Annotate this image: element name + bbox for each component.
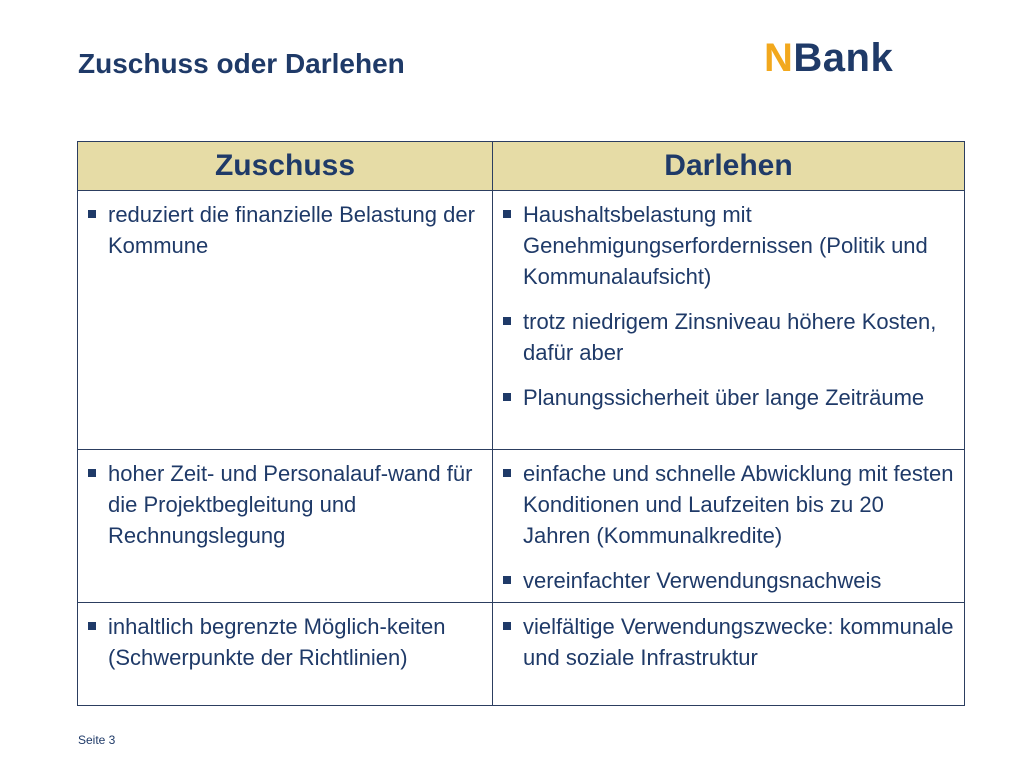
logo-bank: Bank: [793, 36, 894, 80]
list-item: [503, 382, 954, 413]
bullet-icon: [503, 210, 511, 218]
bullet-icon: [503, 317, 511, 325]
list-item: [88, 458, 482, 551]
comparison-table: [77, 141, 965, 706]
zuschuss-cell: [78, 450, 493, 603]
header-zuschuss: Zuschuss: [78, 142, 493, 191]
bullet-icon: [503, 393, 511, 401]
darlehen-cell: [493, 450, 965, 603]
bullet-icon: [503, 622, 511, 630]
table-row: [78, 191, 965, 450]
nbank-logo: [764, 34, 893, 82]
darlehen-cell: [493, 191, 965, 450]
table-row: [78, 603, 965, 706]
list-item: [503, 199, 954, 292]
bullet-icon: [88, 210, 96, 218]
list-item: [503, 458, 954, 551]
zuschuss-cell: [78, 603, 493, 706]
list-item: [88, 199, 482, 261]
list-item: [88, 611, 482, 673]
list-item-text: hoher Zeit- und Personalauf-wand für die Projektbegleitung und Rechnungslegung: [108, 461, 473, 548]
list-item-text: Haushaltsbelastung mit Genehmigungserfordernissen (Politik und Kommunalaufsicht): [523, 202, 928, 289]
bullet-icon: [88, 622, 96, 630]
table-header-row: [78, 142, 965, 191]
list-item: [503, 565, 954, 596]
darlehen-cell: [493, 603, 965, 706]
slide-title: Zuschuss oder Darlehen: [78, 48, 405, 79]
header-darlehen: Darlehen: [493, 142, 965, 191]
logo-n: N: [764, 36, 794, 80]
list-item-text: inhaltlich begrenzte Möglich-keiten (Schwerpunkte der Richtlinien): [108, 614, 446, 670]
bullet-icon: [503, 576, 511, 584]
list-item-text: vereinfachter Verwendungsnachweis: [523, 568, 882, 593]
list-item-text: trotz niedrigem Zinsniveau höhere Kosten, dafür aber: [523, 309, 937, 365]
list-item-text: vielfältige Verwendungszwecke: kommunale und soziale Infrastruktur: [523, 614, 954, 670]
list-item-text: einfache und schnelle Abwicklung mit festen Konditionen und Laufzeiten bis zu 20 Jahren (Kommunalkredite): [523, 461, 954, 548]
list-item-text: Planungssicherheit über lange Zeiträume: [523, 385, 925, 410]
list-item-text: reduziert die finanzielle Belastung der Kommune: [108, 202, 475, 258]
list-item: [503, 611, 954, 673]
list-item: [503, 306, 954, 368]
bullet-icon: [503, 469, 511, 477]
zuschuss-cell: [78, 191, 493, 450]
table-row: [78, 450, 965, 603]
bullet-icon: [88, 469, 96, 477]
page-number: Seite 3: [78, 733, 116, 747]
